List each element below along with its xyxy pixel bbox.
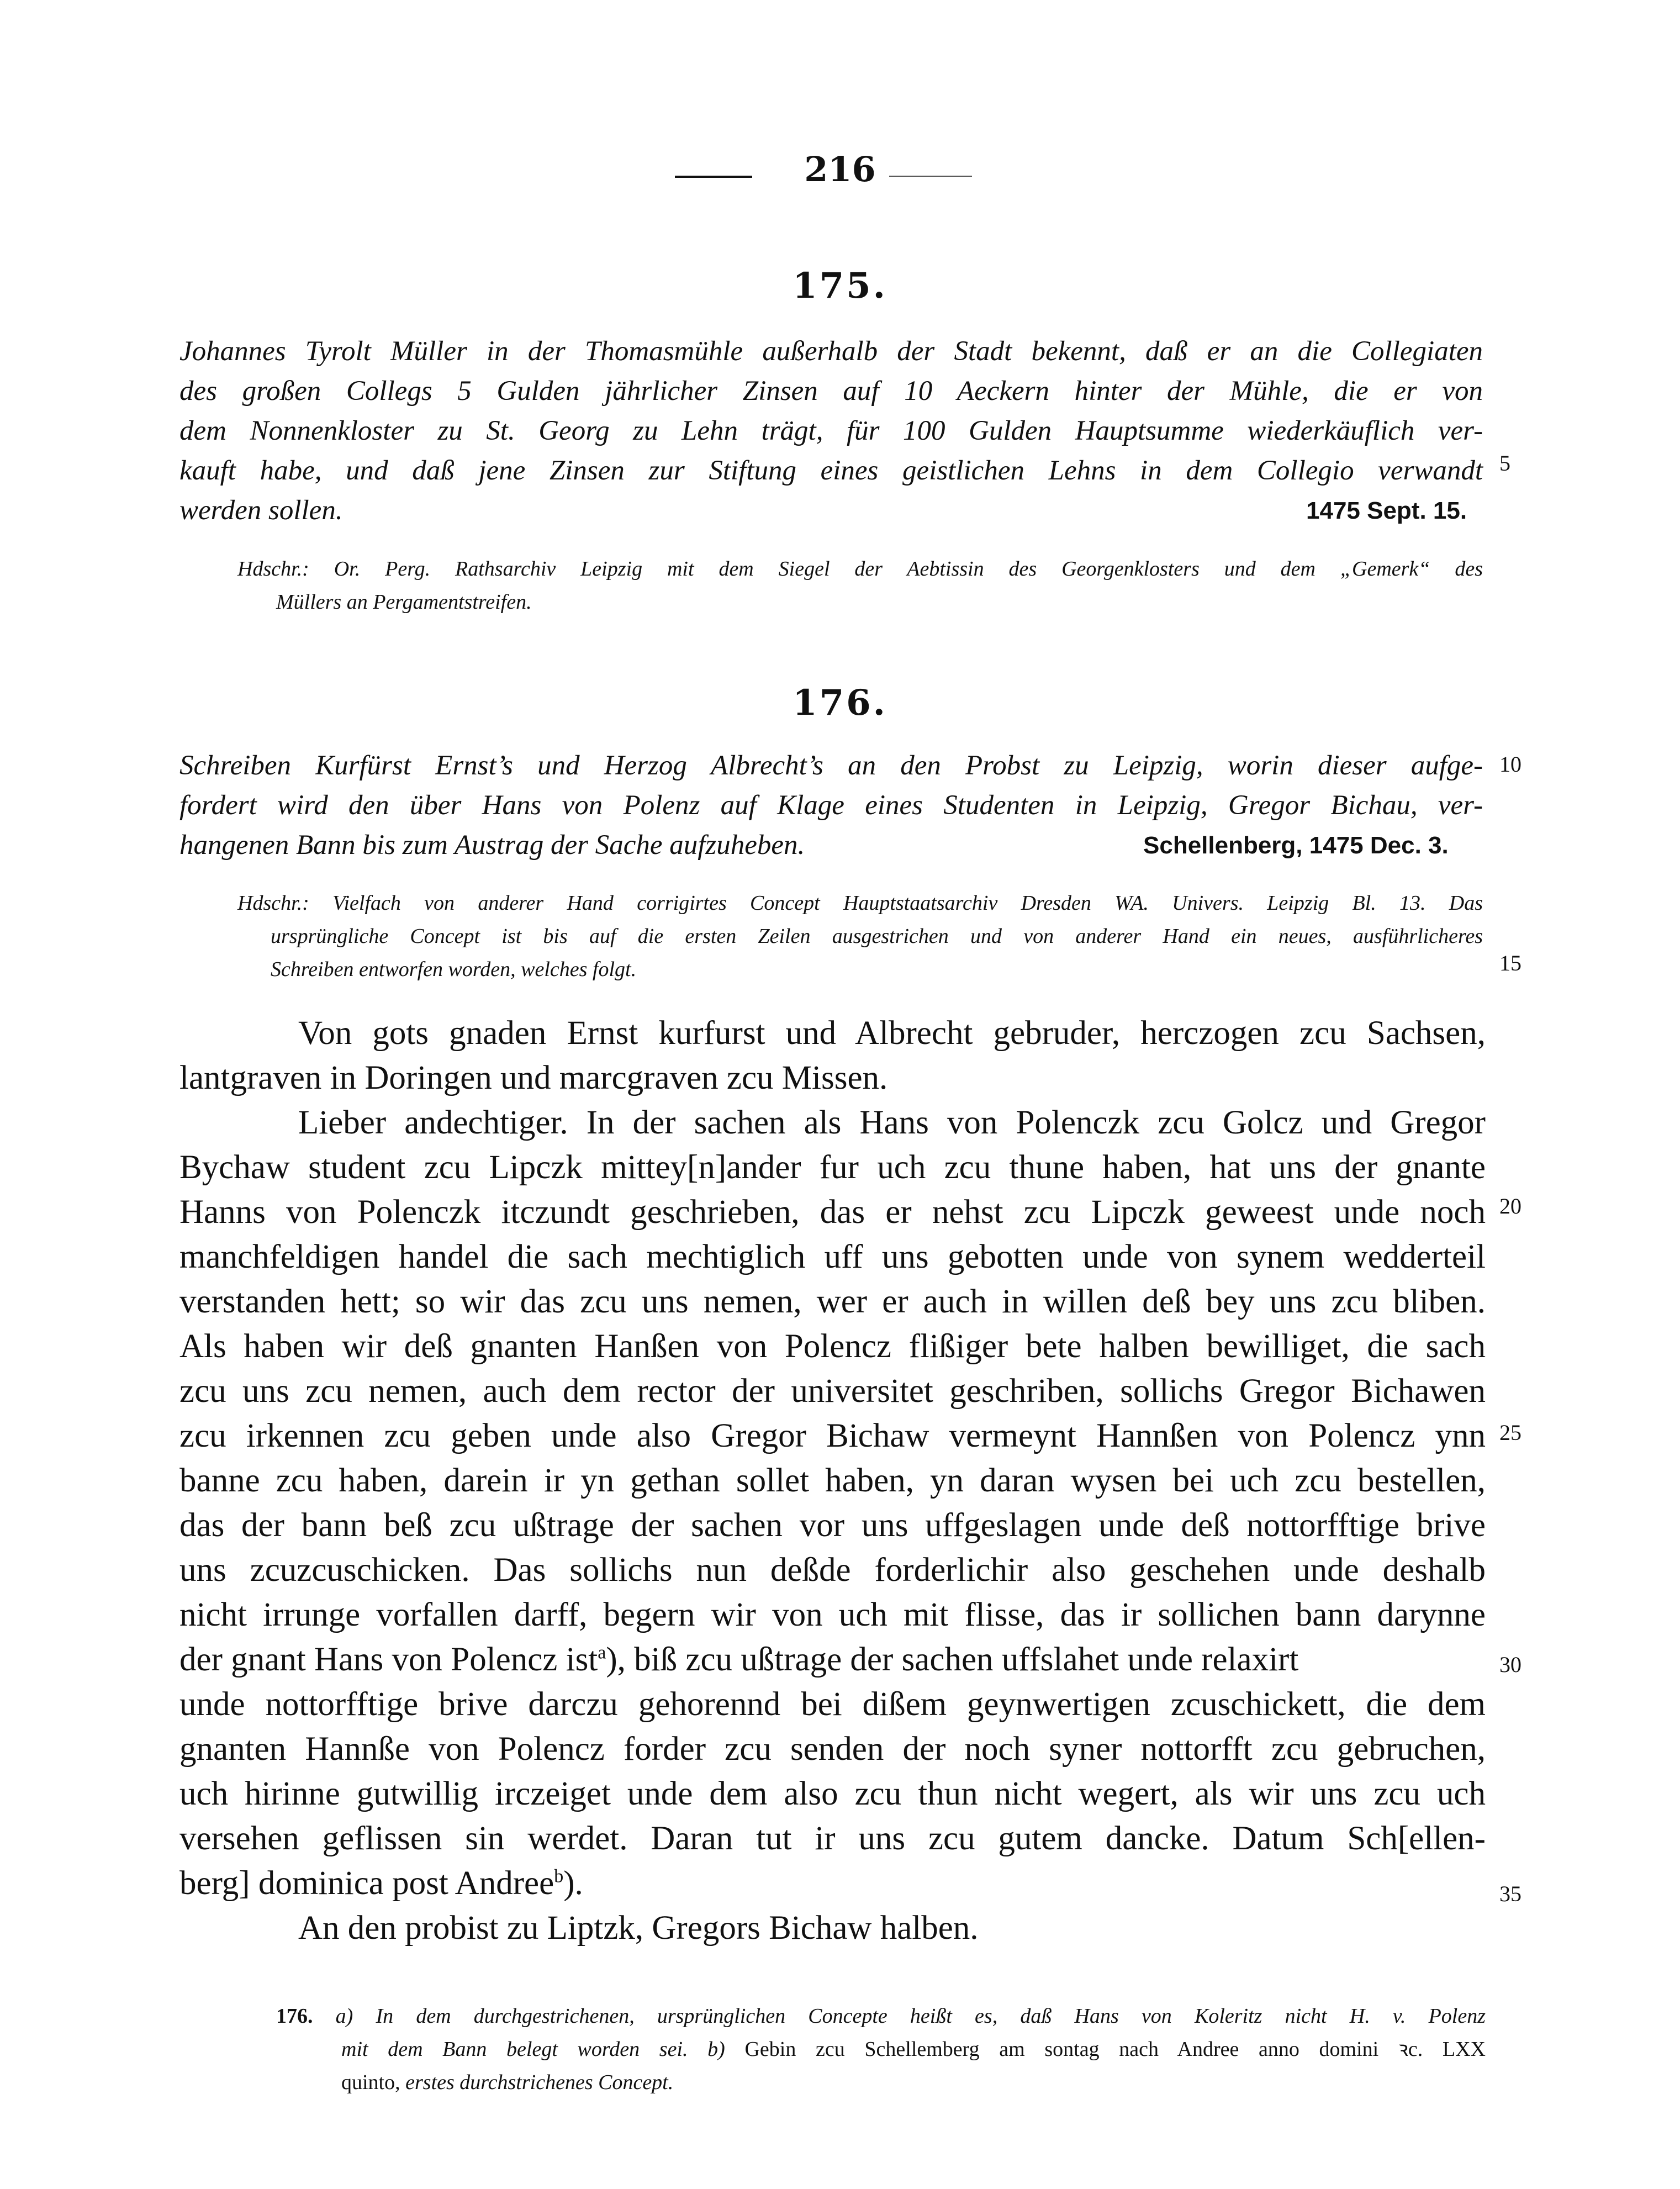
footnote-line <box>276 2066 1486 2099</box>
line-number: 35 <box>1499 1881 1521 1906</box>
doc175-manuscript-line: Hdschr.: Or. Perg. Rathsarchiv Leipzig mit dem Siegel der Aebtissin des Georgenklosters und dem „Gemerk“ des <box>237 557 1483 581</box>
footnote-text: quinto, <box>341 2071 400 2094</box>
doc175-regest <box>179 331 1483 530</box>
text-segment: berg] dominica post Andree <box>179 1865 554 1902</box>
text-line-with-footnote-a <box>179 1637 1486 1682</box>
doc175-number: 175. <box>793 265 887 307</box>
doc175-date: 1475 Sept. 15. <box>1306 497 1467 524</box>
doc175-regest-line: des großen Collegs 5 Gulden jährlicher Zinsen auf 10 Aeckern hinter der Mühle, die er von <box>179 376 1483 407</box>
text-line-address: An den probist zu Liptzk, Gregors Bichaw halben. <box>298 1910 979 1947</box>
header-rule-right <box>889 176 972 177</box>
text-line: Lieber andechtiger. In der sachen als Hans von Polenczk zcu Golcz und Gregor <box>298 1104 1486 1141</box>
page-number: 216 <box>804 149 876 189</box>
text-line: Von gots gnaden Ernst kurfurst und Albrecht gebruder, herczogen zcu Sachsen, <box>298 1015 1486 1052</box>
text-line: zcu irkennen zcu geben unde also Gregor Bichaw vermeynt Hannßen von Polencz ynn <box>179 1417 1486 1454</box>
line-number: 30 <box>1499 1652 1521 1677</box>
doc175-regest-line: Johannes Tyrolt Müller in der Thomasmühle außerhalb der Stadt bekennt, daß er an die Collegiaten <box>179 336 1483 367</box>
line-number: 5 <box>1499 451 1510 476</box>
text-line: verstanden hett; so wir das zcu uns nemen, wer er auch in willen deß bey uns zcu bliben. <box>179 1283 1486 1320</box>
text-line: nicht irrunge vorfallen darff, begern wir von uch mit flisse, das ir sollichen bann darynne <box>179 1596 1486 1633</box>
doc175-regest-line: werden sollen. <box>179 495 343 526</box>
doc176-regest-line: Schreiben Kurfürst Ernst’s und Herzog Albrecht’s an den Probst zu Leipzig, worin dieser aufge- <box>179 750 1483 781</box>
doc176-date: Schellenberg, 1475 Dec. 3. <box>1143 832 1449 859</box>
footnote-text: a) In dem durchgestrichenen, ursprünglichen Concepte heißt es, daß Hans von Koleritz nicht H. v. Polenz <box>335 2005 1486 2028</box>
doc175-manuscript-note <box>237 552 1483 619</box>
text-line: gnanten Hannße von Polencz forder zcu senden der noch syner nottorfft zcu gebruchen, <box>179 1731 1486 1768</box>
doc176-manuscript-line: ursprüngliche Concept ist bis auf die ersten Zeilen ausgestrichen und von anderer Hand ein neues, ausführlicheres <box>271 925 1483 948</box>
text-line: versehen geflissen sin werdet. Daran tut ir uns zcu gutem dancke. Datum Sch[ellen- <box>179 1820 1486 1857</box>
text-segment: ). <box>563 1865 583 1902</box>
text-line: Als haben wir deß gnanten Hanßen von Polencz flißiger bete halben bewilliget, die sach <box>179 1328 1486 1365</box>
doc176-manuscript-line: Schreiben entworfen worden, welches folgt. <box>271 958 637 981</box>
line-number: 10 <box>1499 752 1521 777</box>
footnote-text: mit dem Bann belegt worden sei. <box>341 2038 688 2061</box>
doc175-regest-line: kauft habe, und daß jene Zinsen zur Stiftung eines geistlichen Lehns in dem Collegio verwandt <box>179 455 1483 486</box>
footnote-line <box>276 2033 1486 2066</box>
text-segment: der gnant Hans von Polencz ist <box>179 1641 598 1678</box>
line-number: 15 <box>1499 951 1521 975</box>
footnote-mark-b: b <box>554 1866 564 1887</box>
text-line: uch hirinne gutwillig irczeiget unde dem also zcu thun nicht wegert, als wir uns zcu uch <box>179 1775 1486 1812</box>
line-number: 20 <box>1499 1194 1521 1219</box>
footnote-line <box>276 2000 1486 2033</box>
letter-text <box>179 1011 1486 1950</box>
footnote-mark-a: a <box>598 1642 606 1663</box>
doc176-manuscript-note <box>237 887 1483 986</box>
text-line: unde nottorfftige brive darczu gehorennd bei dißem geynwertigen zcuschickett, die dem <box>179 1686 1486 1723</box>
doc176-manuscript-line: Hdschr.: Vielfach von anderer Hand corrigirtes Concept Hauptstaatsarchiv Dresden WA. Univers. Leipzig Bl. 13. Das <box>237 892 1483 915</box>
doc176-number: 176. <box>793 682 887 724</box>
doc176-regest-line: fordert wird den über Hans von Polenz auf Klage eines Studenten in Leipzig, Gregor Bichau, ver- <box>179 790 1483 821</box>
text-segment: ), biß zcu ußtrage der sachen uffslahet unde relaxirt <box>606 1641 1299 1678</box>
line-number: 25 <box>1499 1420 1521 1445</box>
text-line: manchfeldigen handel die sach mechtiglich uff uns gebotten unde von synem wedderteil <box>179 1238 1486 1275</box>
text-line: uns zcuzcuschicken. Das sollichs nun deßde forderlichir also geschehen unde deshalb <box>179 1552 1486 1589</box>
text-line: das der bann beß zcu ußtrage der sachen vor uns uffgeslagen unde deß nottorfftige brive <box>179 1507 1486 1544</box>
text-line: Bychaw student zcu Lipczk mittey[n]ander fur uch zcu thune haben, hat uns der gnante <box>179 1149 1486 1186</box>
doc175-regest-line: dem Nonnenkloster zu St. Georg zu Lehn trägt, für 100 Gulden Hauptsumme wiederkäuflich ver- <box>179 415 1483 446</box>
text-line-with-footnote-b <box>179 1861 1486 1906</box>
footnote-text: erstes durchstrichenes Concept. <box>405 2071 674 2094</box>
text-line: lantgraven in Doringen und marcgraven zcu Missen. <box>179 1059 888 1096</box>
footnote-label: 176. <box>276 2005 313 2028</box>
doc176-regest-line: hangenen Bann bis zum Austrag der Sache aufzuheben. <box>179 830 805 861</box>
footnote-text: Gebin zcu Schellemberg am sontag nach Andree anno domini ꝛc. LXX <box>744 2038 1486 2061</box>
doc175-manuscript-line: Müllers an Pergamentstreifen. <box>276 590 532 614</box>
footnote-text: b) <box>707 2038 725 2061</box>
text-line: banne zcu haben, darein ir yn gethan sollet haben, yn daran wysen bei uch zcu bestellen, <box>179 1462 1486 1499</box>
text-line: zcu uns zcu nemen, auch dem rector der universitet geschriben, sollichs Gregor Bichawen <box>179 1373 1486 1410</box>
text-line: Hanns von Polenczk itczundt geschrieben, das er nehst zcu Lipczk geweest unde noch <box>179 1194 1486 1231</box>
footnote <box>276 2000 1486 2099</box>
